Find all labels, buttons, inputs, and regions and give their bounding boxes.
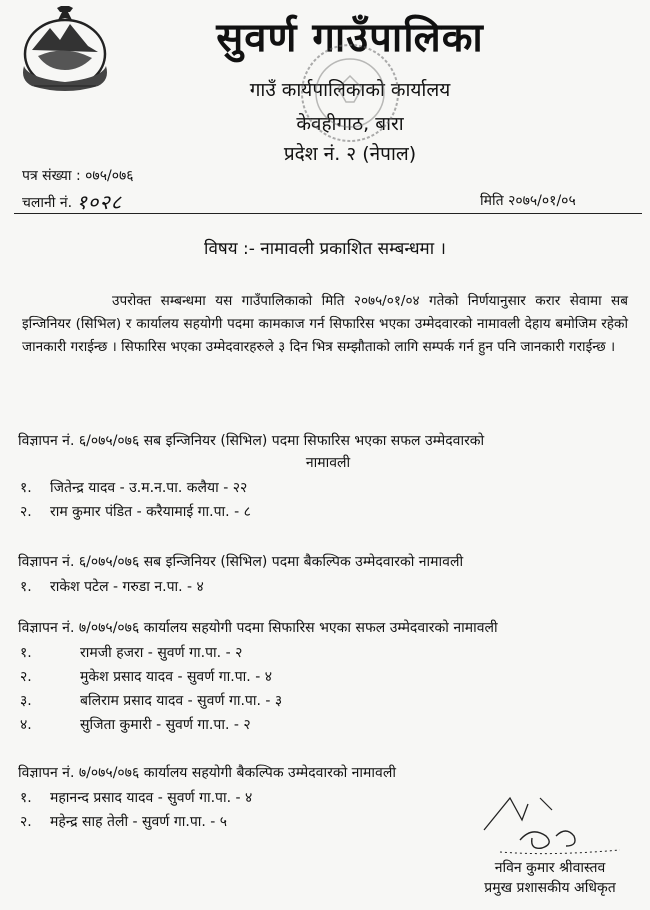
dispatch-number-value: १०२८: [76, 190, 123, 214]
item-number: ४.: [20, 717, 32, 733]
list-item: [18, 500, 638, 524]
province-line: प्रदेश नं. २ (नेपाल): [283, 143, 417, 165]
municipality-title: सुवर्ण गाउँपालिका: [216, 14, 484, 61]
list-item: [18, 713, 638, 737]
notice-section-1: [18, 430, 638, 524]
nepal-emblem-icon: [10, 6, 120, 96]
item-number: २.: [20, 669, 32, 685]
item-number: २.: [20, 814, 32, 830]
list-item: [18, 641, 638, 665]
item-text: महेन्द्र साह तेली - सुवर्ण गा.पा. - ५: [50, 814, 228, 830]
list-item: [18, 665, 638, 689]
signature-icon: [470, 790, 630, 858]
item-text: रामजी हजरा - सुवर्ण गा.पा. - २: [80, 645, 243, 661]
letter-date: [480, 191, 576, 210]
item-number: १.: [20, 579, 32, 595]
item-text: मुकेश प्रसाद यादव - सुवर्ण गा.पा. - ४: [80, 669, 272, 685]
item-number: १.: [20, 480, 32, 496]
item-text: बलिराम प्रसाद यादव - सुवर्ण गा.पा. - ३: [80, 693, 283, 709]
date-label: मिति: [480, 193, 509, 209]
section-heading-continued: नामावली: [305, 455, 351, 471]
item-number: १.: [20, 790, 32, 806]
section-heading: विज्ञापन नं. ७/०७५/०७६ कार्यालय सहयोगी पदमा सिफारिस भएका सफल उम्मेदवारको नामावली: [18, 620, 498, 636]
item-number: १.: [20, 645, 32, 661]
body-paragraph: उपरोक्त सम्बन्धमा यस गाउँपालिकाको मिति २०७५/०१/०४ गतेको निर्णयानुसार करार सेवामा सब इन्जिनियर (सिभिल) र कार्यालय सहयोगी पदमा कामकाज गर्न सिफारिस भएका उम्मेदवारको नामावली देहाय बमोजिम रहेको जानकारी गराईन्छ । सिफारिस भएका उम्मेदवारहरुले ३ दिन भित्र सम्झौताको लागि सम्पर्क गर्न हुन पनि जानकारी गराईन्छ ।: [22, 293, 628, 355]
signatory-name: नविन कुमार श्रीवास्तव: [494, 860, 606, 876]
item-number: ३.: [20, 693, 32, 709]
signatory-designation: प्रमुख प्रशासकीय अधिकृत: [484, 880, 616, 896]
list-item: [18, 575, 638, 599]
item-text: राम कुमार पंडित - करैयामाई गा.पा. - ८: [50, 504, 251, 520]
letter-number-label: पत्र संख्या :: [22, 168, 86, 184]
item-text: सुजिता कुमारी - सुवर्ण गा.पा. - २: [80, 717, 251, 733]
notice-section-2: [18, 551, 638, 599]
section-heading: विज्ञापन नं. ६/०७५/०७६ सब इन्जिनियर (सिभिल) पदमा बैकल्पिक उम्मेदवारको नामावली: [18, 554, 464, 570]
item-number: २.: [20, 504, 32, 520]
office-stamp-icon: [290, 38, 410, 148]
dispatch-number-label: चलानी नं.: [22, 195, 77, 211]
subject-line: विषय :- नामावली प्रकाशित सम्बन्धमा ।: [204, 239, 446, 259]
date-value: २०७५/०१/०५: [508, 193, 576, 209]
header-divider: [14, 213, 642, 214]
notice-section-3: [18, 617, 638, 737]
section-heading: विज्ञापन नं. ७/०७५/०७६ कार्यालय सहयोगी बैकल्पिक उम्मेदवारको नामावली: [18, 765, 396, 781]
section-heading: विज्ञापन नं. ६/०७५/०७६ सब इन्जिनियर (सिभिल) पदमा सिफारिस भएका सफल उम्मेदवारको: [18, 433, 485, 449]
office-address: केवहीगाठ, बारा: [296, 113, 404, 135]
letter-number: [22, 166, 134, 185]
list-item: [18, 689, 638, 713]
item-text: जितेन्द्र यादव - उ.म.न.पा. कलैया - २२: [50, 480, 248, 496]
item-text: महानन्द प्रसाद यादव - सुवर्ण गा.पा. - ४: [50, 790, 253, 806]
dispatch-number: [22, 186, 122, 213]
letter-number-value: ०७५/०७६: [85, 168, 134, 184]
office-name: गाउँ कार्यपालिकाको कार्यालय: [249, 79, 451, 101]
list-item: [18, 476, 638, 500]
item-text: राकेश पटेल - गरुडा न.पा. - ४: [50, 579, 204, 595]
